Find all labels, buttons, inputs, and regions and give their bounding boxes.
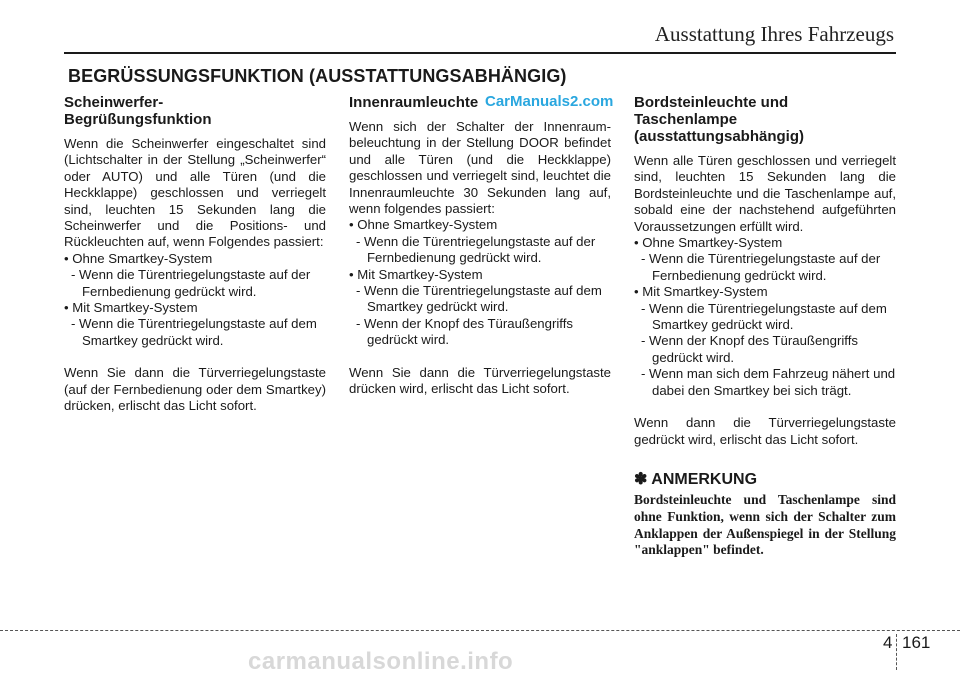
paragraph-outro: Wenn Sie dann die Türverriegelungstaste drücken wird, erlischt das Licht sofort.	[349, 364, 611, 397]
note-heading: ✽ ANMERKUNG	[634, 470, 758, 488]
heading-curb-light: Bordsteinleuchte und Taschenlampe (ausstattungsabhängig)	[634, 94, 805, 145]
paragraph-intro: Wenn sich der Schalter der Innenraum-beleuchtung in der Stellung DOOR befindet und alle Türen (und die Heckklappe) geschlossen und verriegelt sind, leuchtet die Innenraumleuchte 30 Sekunden lang auf, wenn folgendes passiert:	[349, 119, 611, 217]
footer-rule	[0, 630, 960, 631]
note-body: Bordsteinleuchte und Taschenlampe sind ohne Funktion, wenn sich der Schalter zum Anklappen der Außenspiegel in der Stellung "anklappen" befindet.	[634, 492, 896, 558]
paragraph-outro: Wenn dann die Türverriegelungstaste gedrückt wird, erlischt das Licht sofort.	[634, 415, 896, 447]
chapter-number: 4	[883, 633, 893, 652]
page-separator	[896, 634, 897, 670]
bullet-with-smartkey: • Mit Smartkey-System	[634, 284, 768, 300]
bullet-with-smartkey: • Mit Smartkey-System	[349, 266, 483, 282]
bullet-without-smartkey: • Ohne Smartkey-System	[634, 235, 783, 251]
sub-item: - Wenn die Türentriegelungstaste auf dem Smartkey gedrückt wird.	[356, 283, 602, 315]
bullet-without-smartkey: • Ohne Smartkey-System	[349, 217, 498, 233]
heading-interior-light: Innenraumleuchte	[349, 94, 479, 111]
chapter-title: Ausstattung Ihres Fahrzeugs	[654, 22, 894, 46]
sub-item: - Wenn die Türentriegelungstaste auf der Fernbedienung gedrückt wird.	[71, 267, 311, 299]
page-number: 161	[902, 633, 931, 652]
sub-item: - Wenn die Türentriegelungstaste auf dem Smartkey gedrückt wird.	[641, 300, 887, 333]
section-title: BEGRÜSSUNGSFUNKTION (AUSSTATTUNGSABHÄNGIG)	[68, 66, 567, 86]
column-curb-light	[634, 94, 896, 559]
bullet-without-smartkey: • Ohne Smartkey-System	[64, 250, 213, 266]
heading-headlight-welcome: Scheinwerfer- Begrüßungsfunktion	[64, 94, 212, 128]
sub-item: - Wenn die Türentriegelungstaste auf der Fernbedienung gedrückt wird.	[641, 251, 881, 283]
sub-item: - Wenn die Türentriegelungstaste auf dem Smartkey gedrückt wird.	[71, 316, 317, 348]
paragraph-outro: Wenn Sie dann die Türverriegelungstaste (auf der Fernbedienung oder dem Smartkey) drücken, erlischt das Licht sofort.	[64, 365, 326, 414]
footer-watermark: carmanualsonline.info	[248, 648, 514, 675]
watermark-link[interactable]: CarManuals2.com	[485, 93, 614, 110]
sub-item: - Wenn der Knopf des Türaußengriffs gedrückt wird.	[641, 333, 858, 365]
column-headlight-welcome	[64, 94, 326, 415]
column-interior-light	[349, 93, 614, 398]
paragraph-intro: Wenn die Scheinwerfer eingeschaltet sind (Lichtschalter in der Stellung „Scheinwerfer“ oder AUTO) und alle Türen (und die Heckklappe) geschlossen und verriegelt sind, leuchten 15 Sekunden lang die Scheinwerfer und die Positions- und Rückleuchten auf, wenn Folgendes passiert:	[64, 136, 326, 250]
paragraph-intro: Wenn alle Türen geschlossen und verriegelt sind, leuchten 15 Sekunden lang die Bordsteinleuchte und die Taschenlampe auf, sobald eine der nachstehend aufgeführten Voraussetzungen erfüllt wird.	[634, 153, 896, 234]
sub-item: - Wenn man sich dem Fahrzeug nähert und dabei den Smartkey bei sich trägt.	[641, 366, 896, 398]
bullet-with-smartkey: • Mit Smartkey-System	[64, 300, 198, 316]
header-rule	[64, 52, 896, 54]
sub-item: - Wenn die Türentriegelungstaste auf der Fernbedienung gedrückt wird.	[356, 233, 596, 266]
sub-item: - Wenn der Knopf des Türaußengriffs gedrückt wird.	[356, 315, 573, 348]
